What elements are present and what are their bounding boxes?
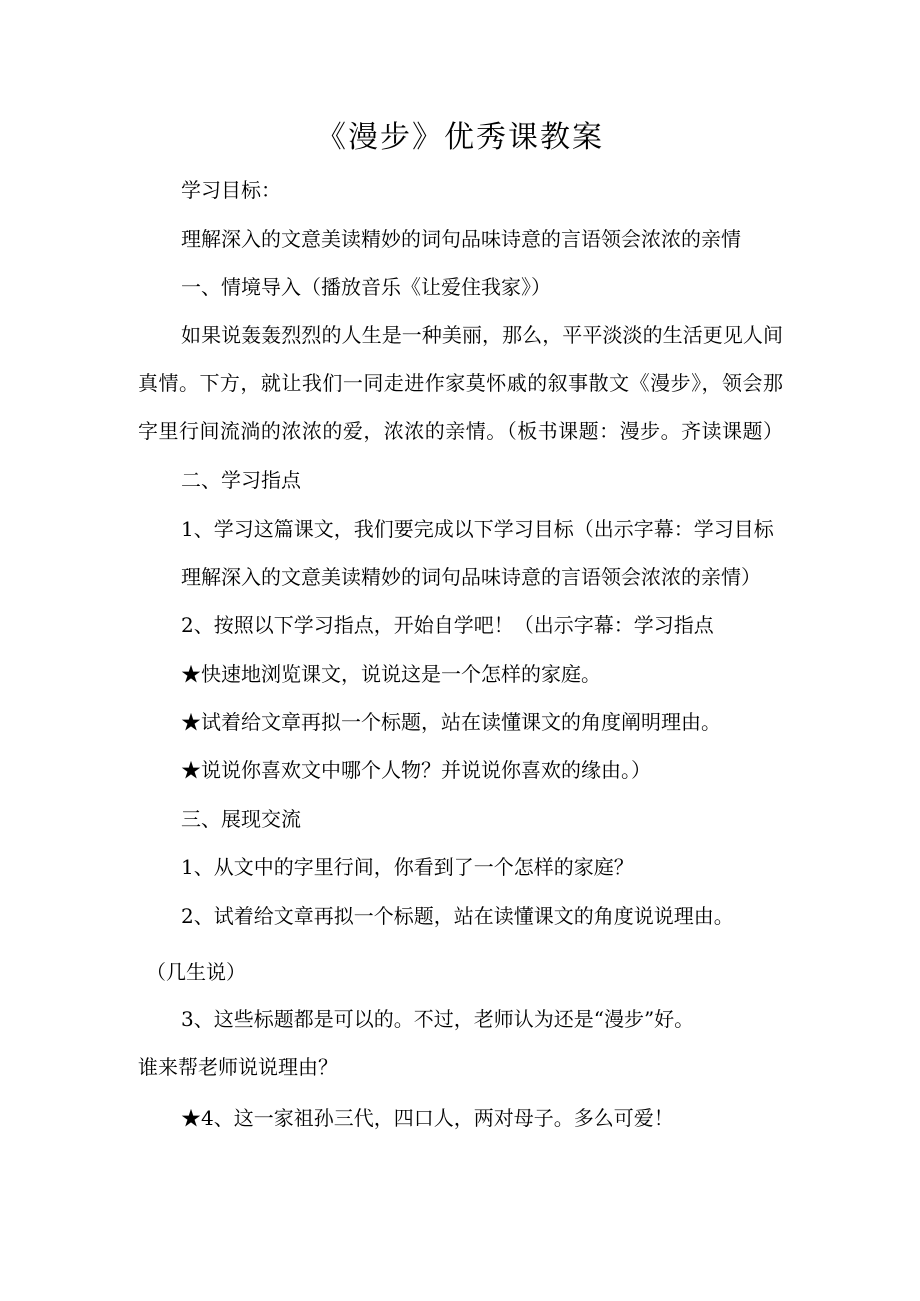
list-item-1: 1、学习这篇课文，我们要完成以下学习目标（出示字幕：学习目标 xyxy=(181,517,774,541)
paragraph-intro-line-2: 真情。下方，就让我们一同走进作家莫怀戚的叙事散文《漫步》，领会那 xyxy=(138,371,783,395)
discussion-item-3: 3、这些标题都是可以的。不过，老师认为还是“漫步”好。 xyxy=(181,1007,695,1031)
discussion-item-1: 1、从文中的字里行间，你看到了一个怎样的家庭？ xyxy=(181,855,634,879)
task-item-browse: ★快速地浏览课文，说说这是一个怎样的家庭。 xyxy=(181,662,601,686)
paragraph-intro-line-3: 字里行间流淌的浓浓的爱，浓浓的亲情。（板书课题：漫步。齐读课题） xyxy=(138,419,783,443)
paragraph-intro-line-1: 如果说轰轰烈烈的人生是一种美丽，那么，平平淡淡的生活更见人间 xyxy=(181,323,783,347)
paragraph-learning-goals: 理解深入的文意美读精妙的词句品味诗意的言语领会浓浓的亲情 xyxy=(181,227,741,251)
discussion-item-2: 2、试着给文章再拟一个标题，站在读懂课文的角度说说理由。 xyxy=(181,904,734,928)
section-heading-2: 二、学习指点 xyxy=(181,468,301,492)
task-item-character: ★说说你喜欢文中哪个人物？并说说你喜欢的缘由。） xyxy=(181,758,651,782)
discussion-item-3-continued: 谁来帮老师说说理由？ xyxy=(138,1055,338,1079)
discussion-item-4: ★4、这一家祖孙三代，四口人，两对母子。多么可爱！ xyxy=(181,1106,674,1130)
list-item-2: 2、按照以下学习指点，开始自学吧！（出示字幕：学习指点 xyxy=(181,613,714,637)
list-item-1-continued: 理解深入的文意美读精妙的词句品味诗意的言语领会浓浓的亲情） xyxy=(181,565,761,589)
section-heading-3: 三、展现交流 xyxy=(181,807,301,831)
section-heading-1: 一、情境导入（播放音乐《让爱住我家》） xyxy=(181,275,551,299)
task-item-retitle: ★试着给文章再拟一个标题，站在读懂课文的角度阐明理由。 xyxy=(181,710,721,734)
document-title: 《漫步》优秀课教案 xyxy=(316,120,604,155)
discussion-note: （几生说） xyxy=(146,960,246,984)
paragraph-learning-goals-label: 学习目标： xyxy=(181,178,281,202)
